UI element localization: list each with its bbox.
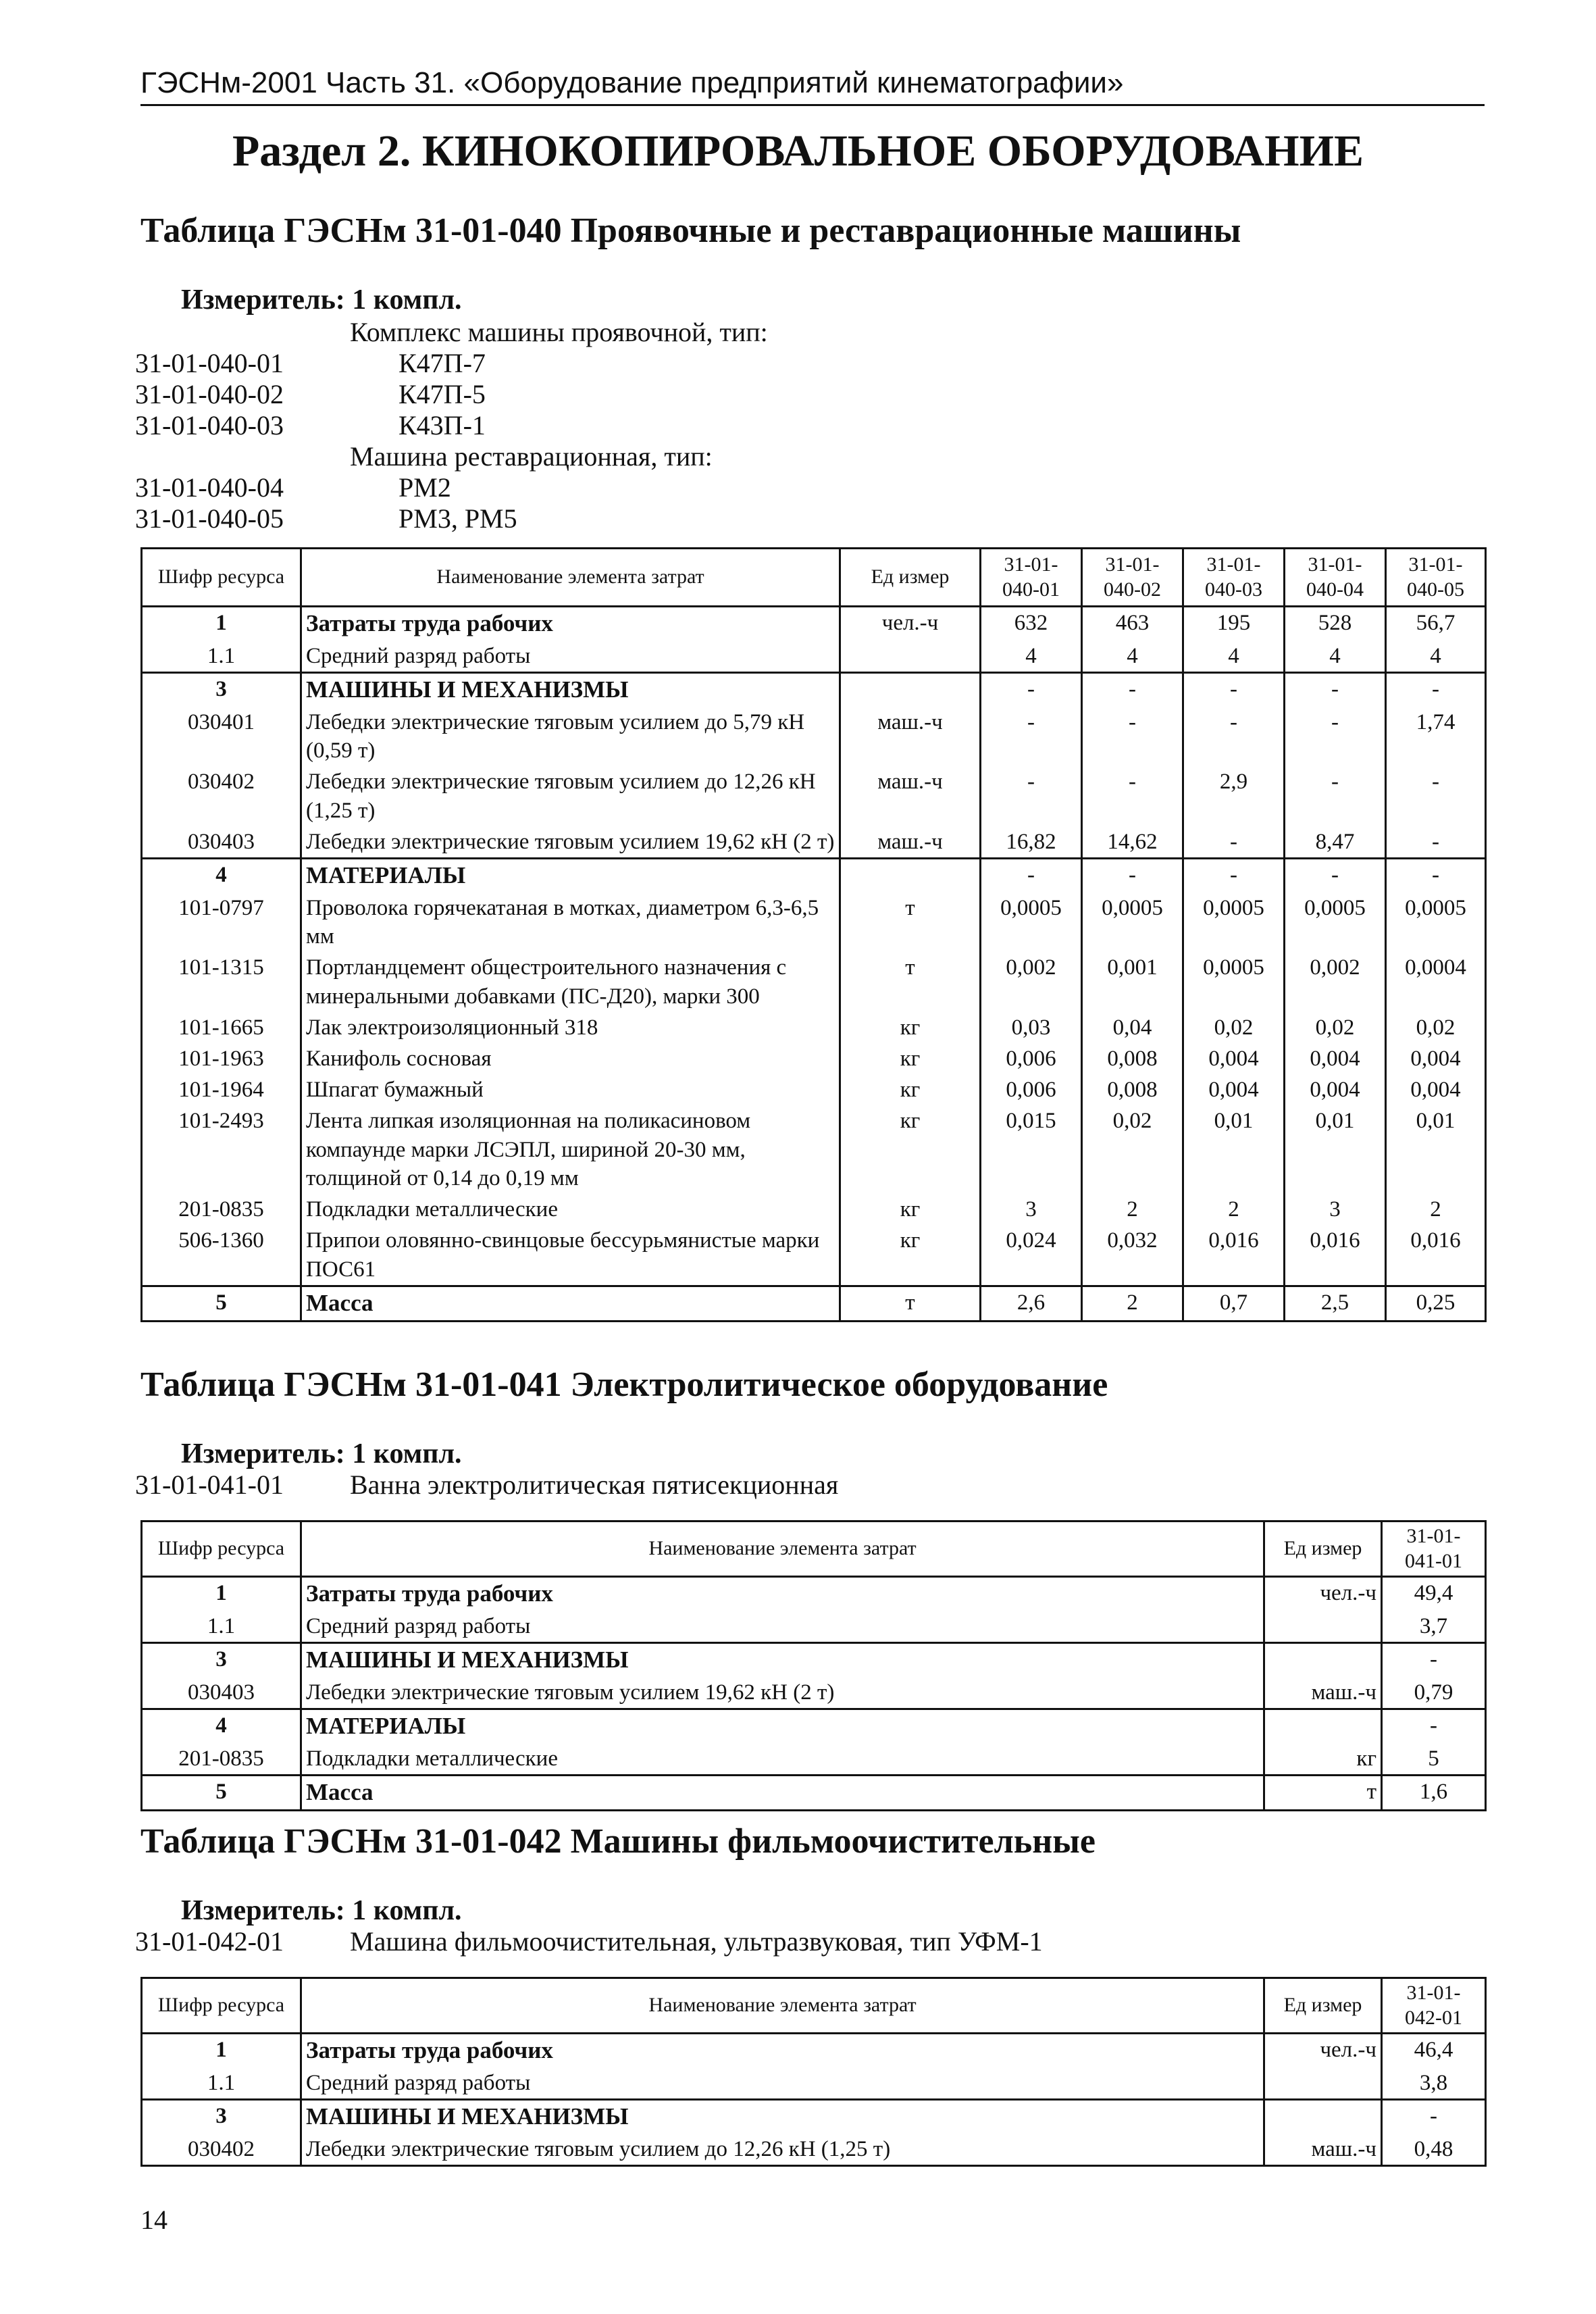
value-cell: 528 [1285, 607, 1386, 640]
cost-element-name: Лак электроизоляционный 318 [301, 1012, 840, 1043]
table-row [142, 1012, 1486, 1043]
unit-cell: чел.-ч [1264, 1577, 1382, 1611]
item-code: 31-01-040-04 [135, 472, 284, 503]
col-header-code: Шифр ресурса [142, 1978, 301, 2034]
value-cell: 14,62 [1082, 826, 1183, 859]
value-cell: 3,7 [1382, 1611, 1486, 1643]
value-cell: - [1386, 673, 1486, 707]
unit-cell [840, 640, 981, 673]
value-cell: 2 [1082, 1194, 1183, 1225]
table-row [142, 1074, 1486, 1105]
col-header-code: Шифр ресурса [142, 1521, 301, 1577]
table-row [142, 766, 1486, 826]
value-cell: 4 [1082, 640, 1183, 673]
resource-code: 101-0797 [142, 892, 301, 952]
cost-element-name: МАШИНЫ И МЕХАНИЗМЫ [301, 2100, 1264, 2134]
unit-cell [1264, 2100, 1382, 2134]
resource-code: 101-2493 [142, 1105, 301, 1194]
unit-cell: кг [840, 1043, 981, 1074]
value-cell: - [1082, 707, 1183, 766]
unit-cell: кг [840, 1194, 981, 1225]
value-cell: 0,01 [1386, 1105, 1486, 1194]
table-row [142, 952, 1486, 1011]
page-number: 14 [140, 2205, 168, 2235]
value-cell: - [1285, 859, 1386, 892]
unit-cell: маш.-ч [1264, 1677, 1382, 1709]
unit-cell: кг [1264, 1743, 1382, 1776]
value-cell: 0,016 [1183, 1225, 1285, 1286]
value-cell: 0,25 [1386, 1286, 1486, 1321]
resource-code: 1.1 [142, 1611, 301, 1643]
table-041-meter: Измеритель: 1 компл. [181, 1438, 462, 1469]
resource-code: 030403 [142, 1677, 301, 1709]
cost-element-name: Лента липкая изоляционная на поликасиновом компаунде марки ЛСЭПЛ, шириной 20-30 мм, толщиной от 0,14 до 0,19 мм [301, 1105, 840, 1194]
resource-code: 4 [142, 1709, 301, 1743]
value-cell: 0,0005 [1183, 952, 1285, 1011]
resource-code: 3 [142, 1643, 301, 1677]
value-cell: - [1082, 673, 1183, 707]
table-040-meter: Измеритель: 1 компл. [181, 284, 462, 316]
item-code: 31-01-042-01 [135, 1926, 284, 1957]
value-cell: - [981, 707, 1082, 766]
unit-cell: т [840, 892, 981, 952]
cost-element-name: МАШИНЫ И МЕХАНИЗМЫ [301, 1643, 1264, 1677]
col-header-value: 31-01- 040-02 [1082, 549, 1183, 607]
resource-code: 506-1360 [142, 1225, 301, 1286]
value-cell: 0,004 [1386, 1043, 1486, 1074]
value-cell: 16,82 [981, 826, 1082, 859]
table-row [142, 1194, 1486, 1225]
cost-element-name: Канифоль сосновая [301, 1043, 840, 1074]
value-cell: - [1386, 826, 1486, 859]
value-cell: 2,9 [1183, 766, 1285, 826]
table-row [142, 1105, 1486, 1194]
table-row [142, 1743, 1486, 1776]
col-header-name: Наименование элемента затрат [301, 1978, 1264, 2034]
table-row [142, 2034, 1486, 2067]
value-cell: 463 [1082, 607, 1183, 640]
cost-element-name: Портландцемент общестроительного назначения с минеральными добавками (ПС-Д20), марки 300 [301, 952, 840, 1011]
value-cell: 2 [1386, 1194, 1486, 1225]
table-040-title: Таблица ГЭСНм 31-01-040 Проявочные и реставрационные машины [140, 211, 1241, 250]
value-cell: 2 [1183, 1194, 1285, 1225]
unit-cell: чел.-ч [840, 607, 981, 640]
value-cell: 0,024 [981, 1225, 1082, 1286]
unit-cell: кг [840, 1074, 981, 1105]
value-cell: 0,016 [1386, 1225, 1486, 1286]
section-title: Раздел 2. КИНОКОПИРОВАЛЬНОЕ ОБОРУДОВАНИЕ [232, 126, 1364, 176]
value-cell: 0,004 [1285, 1074, 1386, 1105]
resource-code: 201-0835 [142, 1194, 301, 1225]
value-cell: 4 [1386, 640, 1486, 673]
value-cell: 0,48 [1382, 2134, 1486, 2166]
value-cell: 0,0005 [981, 892, 1082, 952]
unit-cell: маш.-ч [840, 707, 981, 766]
value-cell: 0,008 [1082, 1043, 1183, 1074]
value-cell: 2,5 [1285, 1286, 1386, 1321]
table-row [142, 707, 1486, 766]
col-header-name: Наименование элемента затрат [301, 549, 840, 607]
col-header-unit: Ед измер [1264, 1978, 1382, 2034]
value-cell: 0,79 [1382, 1677, 1486, 1709]
table-row [142, 1709, 1486, 1743]
table-row [142, 640, 1486, 673]
value-cell: 0,0005 [1285, 892, 1386, 952]
resource-code: 101-1665 [142, 1012, 301, 1043]
resource-code: 5 [142, 1776, 301, 1811]
value-cell: 2,6 [981, 1286, 1082, 1321]
value-cell: - [1183, 673, 1285, 707]
table-040-group1: Комплекс машины проявочной, тип: [350, 317, 768, 347]
value-cell: 4 [1285, 640, 1386, 673]
cost-element-name: Проволока горячекатаная в мотках, диаметром 6,3-6,5 мм [301, 892, 840, 952]
value-cell: - [1285, 707, 1386, 766]
table-row [142, 1286, 1486, 1321]
item-name: РМ2 [398, 472, 451, 503]
value-cell: 49,4 [1382, 1577, 1486, 1611]
col-header-unit: Ед измер [1264, 1521, 1382, 1577]
item-code: 31-01-040-05 [135, 503, 284, 534]
value-cell: 8,47 [1285, 826, 1386, 859]
unit-cell [1264, 2067, 1382, 2100]
value-cell: 0,006 [981, 1043, 1082, 1074]
value-cell: - [1386, 766, 1486, 826]
value-cell: 0,008 [1082, 1074, 1183, 1105]
value-cell: 0,0005 [1183, 892, 1285, 952]
value-cell: - [1183, 859, 1285, 892]
unit-cell [840, 673, 981, 707]
value-cell: 0,02 [1285, 1012, 1386, 1043]
value-cell: 2 [1082, 1286, 1183, 1321]
table-row [142, 2100, 1486, 2134]
table-041-title: Таблица ГЭСНм 31-01-041 Электролитическое оборудование [140, 1365, 1108, 1404]
value-cell: 0,016 [1285, 1225, 1386, 1286]
value-cell: - [1382, 1709, 1486, 1743]
item-code: 31-01-041-01 [135, 1469, 284, 1500]
value-cell: - [1285, 766, 1386, 826]
cost-element-name: Средний разряд работы [301, 2067, 1264, 2100]
value-cell: - [981, 673, 1082, 707]
col-header-value: 31-01- 040-05 [1386, 549, 1486, 607]
table-041 [140, 1520, 1487, 1811]
item-name: Машина фильмоочистительная, ультразвуковая, тип УФМ-1 [350, 1926, 1043, 1957]
value-cell: 0,03 [981, 1012, 1082, 1043]
value-cell: 195 [1183, 607, 1285, 640]
value-cell: 0,04 [1082, 1012, 1183, 1043]
header-rule [140, 104, 1485, 106]
item-code: 31-01-040-03 [135, 410, 284, 441]
table-row [142, 1677, 1486, 1709]
unit-cell: кг [840, 1012, 981, 1043]
col-header-code: Шифр ресурса [142, 549, 301, 607]
value-cell: 1,74 [1386, 707, 1486, 766]
resource-code: 4 [142, 859, 301, 892]
resource-code: 5 [142, 1286, 301, 1321]
table-042-meter: Измеритель: 1 компл. [181, 1895, 462, 1926]
unit-cell [1264, 1709, 1382, 1743]
resource-code: 1 [142, 607, 301, 640]
value-cell: 3,8 [1382, 2067, 1486, 2100]
value-cell: 0,01 [1183, 1105, 1285, 1194]
unit-cell [1264, 1611, 1382, 1643]
value-cell: 0,7 [1183, 1286, 1285, 1321]
value-cell: 0,002 [1285, 952, 1386, 1011]
value-cell: 4 [981, 640, 1082, 673]
table-row [142, 1611, 1486, 1643]
cost-element-name: МАТЕРИАЛЫ [301, 1709, 1264, 1743]
value-cell: 0,004 [1183, 1043, 1285, 1074]
value-cell: 0,02 [1183, 1012, 1285, 1043]
cost-element-name: Затраты труда рабочих [301, 2034, 1264, 2067]
value-cell: - [1386, 859, 1486, 892]
cost-element-name: Подкладки металлические [301, 1194, 840, 1225]
resource-code: 1.1 [142, 640, 301, 673]
unit-cell: маш.-ч [1264, 2134, 1382, 2166]
col-header-value: 31-01- 040-03 [1183, 549, 1285, 607]
cost-element-name: Лебедки электрические тяговым усилием 19,62 кН (2 т) [301, 826, 840, 859]
unit-cell [840, 859, 981, 892]
cost-element-name: Затраты труда рабочих [301, 607, 840, 640]
resource-code: 030403 [142, 826, 301, 859]
table-row [142, 1577, 1486, 1611]
unit-cell [1264, 1643, 1382, 1677]
table-row [142, 892, 1486, 952]
value-cell: - [1082, 766, 1183, 826]
resource-code: 3 [142, 2100, 301, 2134]
value-cell: 4 [1183, 640, 1285, 673]
table-row [142, 673, 1486, 707]
value-cell: 0,004 [1183, 1074, 1285, 1105]
cost-element-name: Масса [301, 1776, 1264, 1811]
cost-element-name: Лебедки электрические тяговым усилием до 12,26 кН (1,25 т) [301, 766, 840, 826]
value-cell: - [1382, 2100, 1486, 2134]
table-row [142, 1643, 1486, 1677]
value-cell: 0,032 [1082, 1225, 1183, 1286]
value-cell: - [1285, 673, 1386, 707]
value-cell: 0,001 [1082, 952, 1183, 1011]
item-code: 31-01-040-01 [135, 348, 284, 378]
table-row [142, 2067, 1486, 2100]
value-cell: 0,02 [1082, 1105, 1183, 1194]
value-cell: 1,6 [1382, 1776, 1486, 1811]
value-cell: - [1183, 826, 1285, 859]
table-row [142, 826, 1486, 859]
value-cell: 0,0005 [1082, 892, 1183, 952]
resource-code: 1.1 [142, 2067, 301, 2100]
unit-cell: кг [840, 1105, 981, 1194]
value-cell: - [981, 766, 1082, 826]
item-name: РМ3, РМ5 [398, 503, 517, 534]
cost-element-name: МАШИНЫ И МЕХАНИЗМЫ [301, 673, 840, 707]
table-row [142, 607, 1486, 640]
item-code: 31-01-040-02 [135, 379, 284, 409]
table-042-title: Таблица ГЭСНм 31-01-042 Машины фильмоочистительные [140, 1822, 1096, 1861]
value-cell: 46,4 [1382, 2034, 1486, 2067]
cost-element-name: Лебедки электрические тяговым усилием 19,62 кН (2 т) [301, 1677, 1264, 1709]
value-cell: 0,004 [1386, 1074, 1486, 1105]
cost-element-name: МАТЕРИАЛЫ [301, 859, 840, 892]
value-cell: 0,01 [1285, 1105, 1386, 1194]
item-name: К47П-5 [398, 379, 486, 409]
col-header-unit: Ед измер [840, 549, 981, 607]
value-cell: - [1183, 707, 1285, 766]
value-cell: 0,0005 [1386, 892, 1486, 952]
cost-element-name: Средний разряд работы [301, 640, 840, 673]
value-cell: 3 [981, 1194, 1082, 1225]
cost-element-name: Припои оловянно-свинцовые бессурьмянистые марки ПОС61 [301, 1225, 840, 1286]
table-row [142, 859, 1486, 892]
resource-code: 101-1963 [142, 1043, 301, 1074]
table-042 [140, 1977, 1487, 2167]
resource-code: 030402 [142, 766, 301, 826]
resource-code: 101-1964 [142, 1074, 301, 1105]
value-cell: 0,002 [981, 952, 1082, 1011]
cost-element-name: Затраты труда рабочих [301, 1577, 1264, 1611]
cost-element-name: Подкладки металлические [301, 1743, 1264, 1776]
cost-element-name: Масса [301, 1286, 840, 1321]
cost-element-name: Лебедки электрические тяговым усилием до 12,26 кН (1,25 т) [301, 2134, 1264, 2166]
value-cell: 56,7 [1386, 607, 1486, 640]
col-header-value: 31-01- 040-04 [1285, 549, 1386, 607]
value-cell: - [1382, 1643, 1486, 1677]
item-name: Ванна электролитическая пятисекционная [350, 1469, 839, 1500]
resource-code: 101-1315 [142, 952, 301, 1011]
table-040-group2: Машина реставрационная, тип: [350, 441, 713, 472]
value-cell: 0,015 [981, 1105, 1082, 1194]
col-header-value: 31-01- 041-01 [1382, 1521, 1486, 1577]
value-cell: 0,02 [1386, 1012, 1486, 1043]
table-row [142, 1043, 1486, 1074]
unit-cell: маш.-ч [840, 826, 981, 859]
col-header-value: 31-01- 040-01 [981, 549, 1082, 607]
value-cell: - [1082, 859, 1183, 892]
resource-code: 1 [142, 1577, 301, 1611]
item-name: К43П-1 [398, 410, 486, 441]
col-header-name: Наименование элемента затрат [301, 1521, 1264, 1577]
cost-element-name: Средний разряд работы [301, 1611, 1264, 1643]
item-name: К47П-7 [398, 348, 486, 378]
table-row [142, 1225, 1486, 1286]
unit-cell: маш.-ч [840, 766, 981, 826]
cost-element-name: Шпагат бумажный [301, 1074, 840, 1105]
cost-element-name: Лебедки электрические тяговым усилием до 5,79 кН (0,59 т) [301, 707, 840, 766]
resource-code: 3 [142, 673, 301, 707]
unit-cell: т [840, 952, 981, 1011]
unit-cell: кг [840, 1225, 981, 1286]
col-header-value: 31-01- 042-01 [1382, 1978, 1486, 2034]
value-cell: 0,004 [1285, 1043, 1386, 1074]
unit-cell: чел.-ч [1264, 2034, 1382, 2067]
value-cell: 0,0004 [1386, 952, 1486, 1011]
resource-code: 030401 [142, 707, 301, 766]
value-cell: 632 [981, 607, 1082, 640]
running-header: ГЭСНм-2001 Часть 31. «Оборудование предприятий кинематографии» [140, 66, 1124, 99]
unit-cell: т [840, 1286, 981, 1321]
value-cell: - [981, 859, 1082, 892]
unit-cell: т [1264, 1776, 1382, 1811]
value-cell: 3 [1285, 1194, 1386, 1225]
resource-code: 1 [142, 2034, 301, 2067]
table-row [142, 2134, 1486, 2166]
table-row [142, 1776, 1486, 1811]
value-cell: 5 [1382, 1743, 1486, 1776]
table-040 [140, 547, 1487, 1322]
value-cell: 0,006 [981, 1074, 1082, 1105]
resource-code: 030402 [142, 2134, 301, 2166]
resource-code: 201-0835 [142, 1743, 301, 1776]
